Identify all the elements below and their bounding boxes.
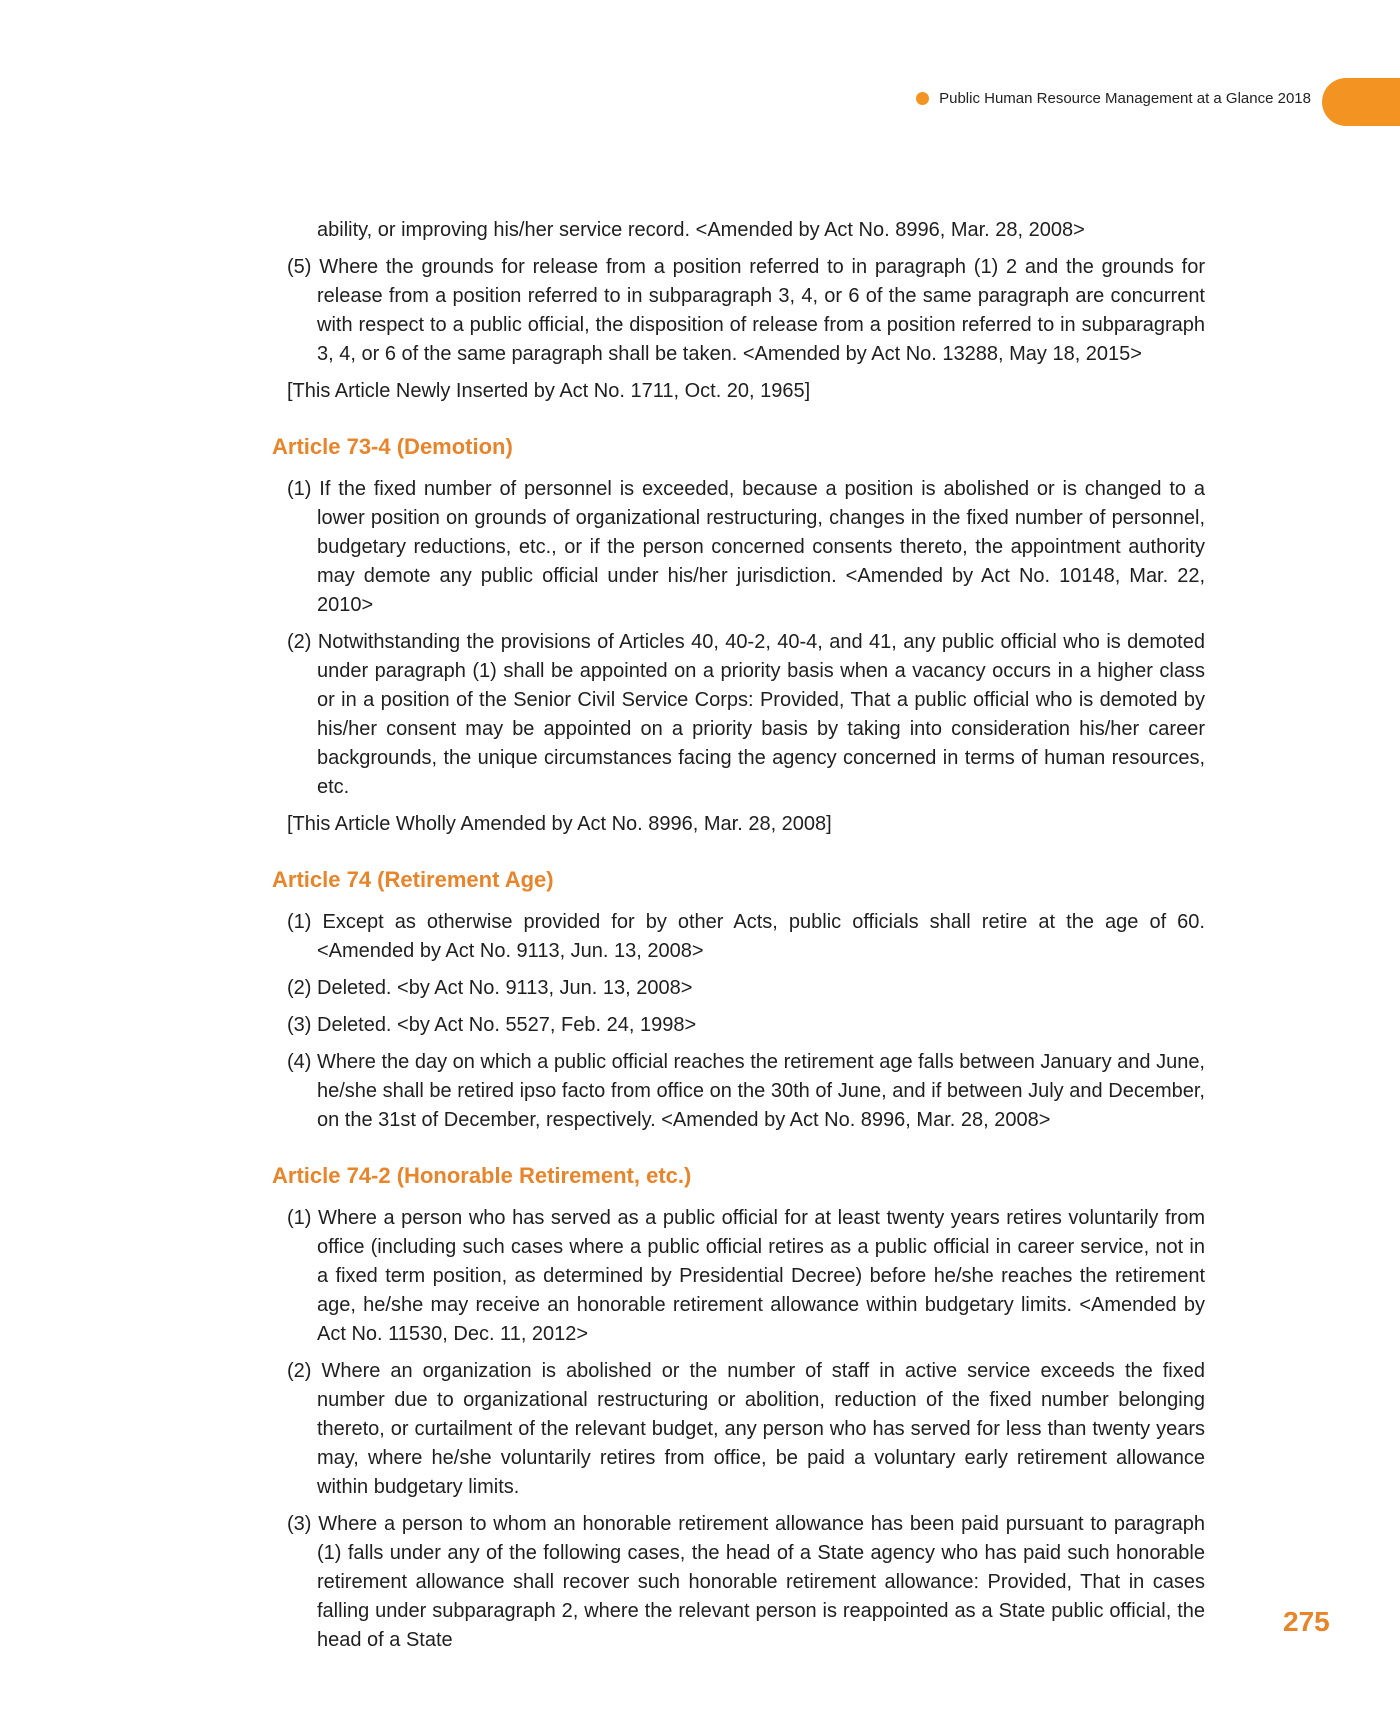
article-73-4-note: [This Article Wholly Amended by Act No. 8996, Mar. 28, 2008] bbox=[287, 813, 832, 835]
page-edge-tab bbox=[1322, 78, 1400, 126]
bullet-dot-icon bbox=[916, 92, 929, 105]
article-74-paragraph-4: (4) Where the day on which a public official reaches the retirement age falls between January and June, he/she shall be retired ipso facto from office on the 30th of June, and if between July and December, on the 31st of December, respectively. <Amended by Act No. 8996, Mar. 28, 2008> bbox=[287, 1051, 1205, 1131]
article-74-heading: Article 74 (Retirement Age) bbox=[272, 867, 554, 892]
article-74-2-paragraph-2: (2) Where an organization is abolished or the number of staff in active service exceeds the fixed number due to organizational restructuring or abolition, reduction of the fixed number belonging thereto, or curtailment of the relevant budget, any person who has served for less than twenty years may, where he/she voluntarily retires from office, be paid a voluntary early retirement allowance within budgetary limits. bbox=[287, 1360, 1205, 1498]
article-73-4-heading: Article 73-4 (Demotion) bbox=[272, 434, 513, 459]
header-title: Public Human Resource Management at a Glance 2018 bbox=[939, 90, 1311, 107]
continued-paragraph: ability, or improving his/her service record. <Amended by Act No. 8996, Mar. 28, 2008> bbox=[317, 219, 1085, 241]
article-74-2-heading: Article 74-2 (Honorable Retirement, etc.) bbox=[272, 1163, 692, 1188]
article-note: [This Article Newly Inserted by Act No. 1711, Oct. 20, 1965] bbox=[287, 380, 811, 402]
article-body bbox=[272, 216, 1205, 1663]
article-74-paragraph-2: (2) Deleted. <by Act No. 9113, Jun. 13, 2008> bbox=[287, 977, 693, 999]
article-74-2-paragraph-1: (1) Where a person who has served as a public official for at least twenty years retires voluntarily from office (including such cases where a public official retires as a public official in career service, not in a fixed term position, as determined by Presidential Decree) before he/she reaches the retirement age, he/she may receive an honorable retirement allowance within budgetary limits. <Amended by Act No. 11530, Dec. 11, 2012> bbox=[287, 1207, 1205, 1345]
article-73-4-paragraph-1: (1) If the fixed number of personnel is exceeded, because a position is abolished or is changed to a lower position on grounds of organizational restructuring, changes in the fixed number of personnel, budgetary reductions, etc., or if the person concerned consents thereto, the appointment authority may demote any public official under his/her jurisdiction. <Amended by Act No. 10148, Mar. 22, 2010> bbox=[287, 478, 1205, 616]
article-74-paragraph-1: (1) Except as otherwise provided for by other Acts, public officials shall retire at the age of 60. <Amended by Act No. 9113, Jun. 13, 2008> bbox=[287, 911, 1205, 962]
page-number: 275 bbox=[1283, 1606, 1330, 1637]
paragraph-5: (5) Where the grounds for release from a position referred to in paragraph (1) 2 and the grounds for release from a position referred to in subparagraph 3, 4, or 6 of the same paragraph are concurrent with respect to a public official, the disposition of release from a position referred to in subparagraph 3, 4, or 6 of the same paragraph shall be taken. <Amended by Act No. 13288, May 18, 2015> bbox=[287, 256, 1205, 365]
article-74-2-paragraph-3: (3) Where a person to whom an honorable retirement allowance has been paid pursuant to paragraph (1) falls under any of the following cases, the head of a State agency who has paid such honorable retirement allowance shall recover such honorable retirement allowance: Provided, That in cases falling under subparagraph 2, where the relevant person is reappointed as a State public official, the head of a State bbox=[287, 1513, 1205, 1651]
article-74-paragraph-3: (3) Deleted. <by Act No. 5527, Feb. 24, 1998> bbox=[287, 1014, 697, 1036]
article-73-4-paragraph-2: (2) Notwithstanding the provisions of Articles 40, 40-2, 40-4, and 41, any public official who is demoted under paragraph (1) shall be appointed on a priority basis when a vacancy occurs in a higher class or in a position of the Senior Civil Service Corps: Provided, That a public official who is demoted by his/her consent may be appointed on a priority basis by taking into consideration his/her career backgrounds, the unique circumstances facing the agency concerned in terms of human resources, etc. bbox=[287, 631, 1205, 798]
running-header bbox=[916, 90, 1311, 107]
